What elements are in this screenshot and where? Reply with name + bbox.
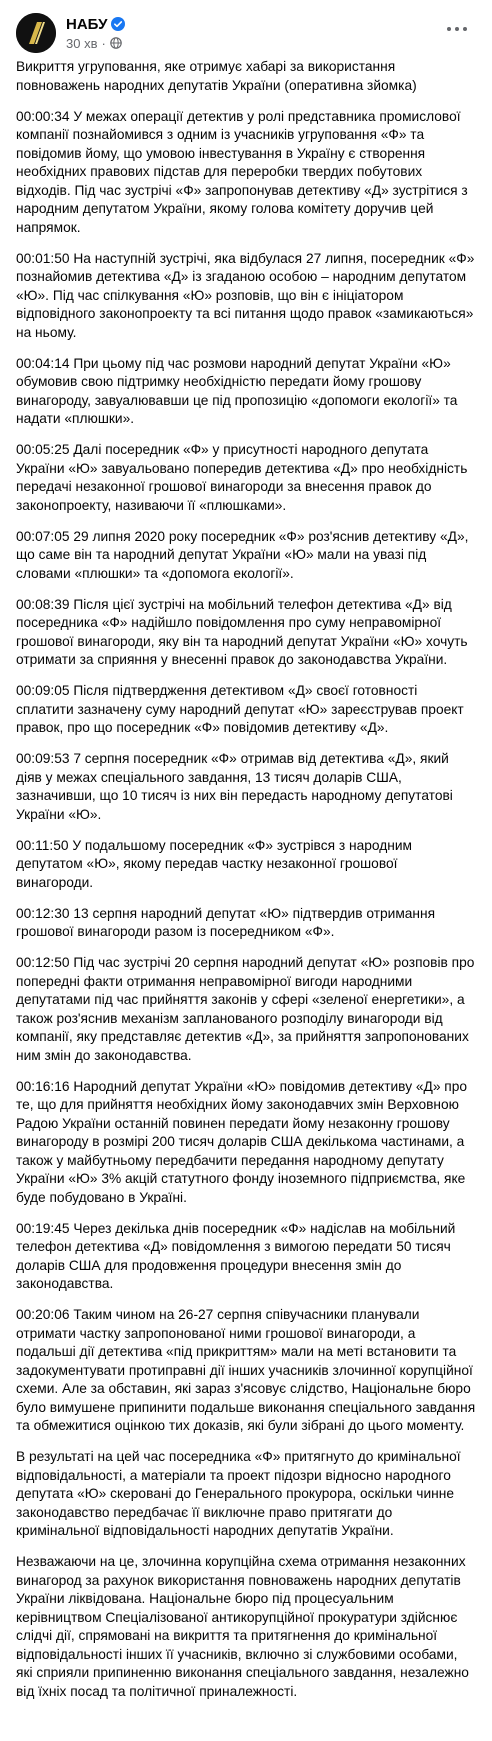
post-header (0, 0, 492, 58)
post-text (0, 58, 492, 1701)
post-paragraph: 00:20:06 Таким чином на 26-27 серпня співучасники планували отримати частку запропонованої ними грошової винагороди, а подальші дії детектива «під прикриттям» мали на меті встановити та задокументувати протиправні дії інших учасників злочинної корупційної схеми. Але за обставин, які зараз з'ясовує слідство, Національне бюро було вимушене припинити подальше виконання спеціального завдання та обмежитися оцінкою тих доказів, які були зібрані до цього моменту. (16, 1307, 476, 1433)
post-time[interactable]: 30 хв (66, 35, 98, 51)
post-paragraph: 00:08:39 Після цієї зустрічі на мобільний телефон детектива «Д» від посередника «Ф» надійшло повідомлення про суму неправомірної грошової винагороди, яку він та народний депутат України «Ю» хочуть отримати за сприяння у внесенні правок до законодавства України. (16, 596, 468, 667)
post-paragraph: 00:16:16 Народний депутат України «Ю» повідомив детективу «Д» про те, що для прийняття необхідних йому законодавчих змін Верховною Радою України останній повинен передати йому незаконну грошову винагороду в розмірі 200 тисяч доларів США декількома частинами, а також у майбутньому передбачити передання народному депутату України «Ю» 3% акцій статутного фонду іноземного підприємства, яке буде побудовано в Україні. (16, 1078, 468, 1205)
author-row (66, 15, 125, 34)
post-paragraph: 00:12:50 Під час зустрічі 20 серпня народний депутат «Ю» розповів про попередні факти отримання неправомірної вигоди народними депутатами під час прийняття законів у сфері «зеленої енергетики», а також роз'яснив механізм запланованого розподілу винагороди від компанії, яку представляє детектив «Д», за прийняття запропонованих ним змін до законодавства. (16, 955, 475, 1063)
verified-badge-icon (111, 17, 125, 31)
post-paragraph: 00:12:30 13 серпня народний депутат «Ю» підтвердив отримання грошової винагороди разом із посередником «Ф». (16, 905, 436, 939)
separator-dot: · (101, 35, 106, 51)
post-paragraph: 00:05:25 Далі посередник «Ф» у присутності народного депутата України «Ю» завуальовано попередив детектива «Д» про необхідність передачі незаконної грошової винагороди за внесення правок до законопроекту, називаючи її «плюшками». (16, 442, 468, 513)
post-subline (66, 35, 125, 52)
post-meta (66, 15, 125, 52)
globe-icon[interactable] (110, 37, 122, 49)
post-paragraph: 00:01:50 На наступній зустрічі, яка відбулася 27 липня, посередник «Ф» познайомив детектива «Д» із згаданою особою – народним депутатом «Ю». Під час спілкування «Ю» розповів, що він є ініціатором відповідного законопроекту та всі питання щодо правок «замикаються» на ньому. (16, 250, 475, 340)
more-options-icon[interactable] (440, 14, 474, 44)
post-paragraph: 00:04:14 При цьому під час розмови народний депутат України «Ю» обумовив свою підтримку необхідністю передати йому грошову винагороду, завуалювавши це під пропозицію «допомоги екології» та надати «плюшки». (16, 355, 458, 426)
post-paragraph: 00:09:53 7 серпня посередник «Ф» отримав від детектива «Д», який діяв у межах спеціального завдання, 13 тисяч доларів США, зазначивши, що 10 тисяч із них він передасть народному депутатові України «Ю». (16, 751, 453, 822)
author-avatar[interactable] (16, 13, 56, 53)
post-paragraph: 00:11:50 У подальшому посередник «Ф» зустрівся з народним депутатом «Ю», якому передав частку незаконної грошової винагороди. (16, 837, 412, 890)
post-paragraph: 00:00:34 У межах операції детектив у ролі представника промислової компанії познайомився з одним із учасників угруповання «Ф» та повідомив йому, що умовою інвестування в Україну є створення необхідних правових підстав для переробки твердих побутових відходів. Під час зустрічі «Ф» запропонував детективу «Д» зустрітися з народним депутатом України, якому голова комітету доручив цей напрямок. (16, 108, 468, 235)
post-paragraph: 00:07:05 29 липня 2020 року посередник «Ф» роз'яснив детективу «Д», що саме він та народний депутат України «Ю» мали на увазі під словами «плюшки» та «допомога екології». (16, 528, 469, 581)
post-paragraph: 00:09:05 Після підтвердження детективом «Д» своєї готовності сплатити зазначену суму народний депутат «Ю» зареєстрував проект правок, про що посередник «Ф» повідомив детективу «Д». (16, 683, 464, 735)
author-name[interactable]: НАБУ (66, 15, 108, 33)
post-paragraph: 00:19:45 Через декілька днів посередник «Ф» надіслав на мобільний телефон детектива «Д» повідомлення з вимогою передати 50 тисяч доларів США для продовження процедури внесення змін до законодавства. (16, 1220, 456, 1291)
nabu-logo (16, 13, 56, 53)
post-paragraph: В результаті на цей час посередника «Ф» притягнуто до кримінальної відповідальності, а матеріали та проект підозри відносно народного депутата «Ю» скеровані до Генерального прокурора, оскільки чинне законодавство передбачає її виключне право притягати до кримінальної відповідальності народних депутатів України. (16, 1449, 461, 1538)
post-paragraph: Незважаючи на це, злочинна корупційна схема отримання незаконних винагород за рахунок використання повноважень народних депутатів України ліквідована. Національне бюро під процесуальним керівництвом Спеціалізованої антикорупційної прокуратури здійснює слідчі дії, спрямовані на викриття та притягнення до кримінальної відповідальності інших її учасників, включно зі службовими особами, які сприяли припиненню виконання спеціального завдання, незалежно від їхніх посад та політичної приналежності. (16, 1554, 469, 1699)
post-paragraph: Викриття угруповання, яке отримує хабарі за використання повноважень народних депутатів України (оперативна зйомка) (16, 59, 417, 93)
